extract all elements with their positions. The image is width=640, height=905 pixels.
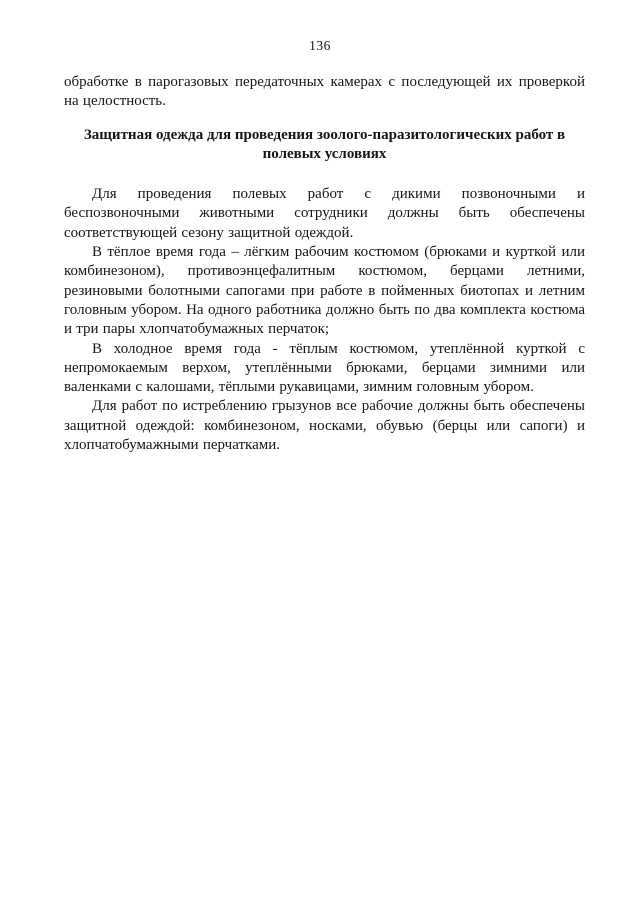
body-paragraph-2: В тёплое время года – лёгким рабочим костюмом (брюками и курткой или комбинезоном), противоэнцефалитным костюмом, берцами летними, резиновыми болотными сапогами при работе в пойменных биотопах и летним головным убором. На одного работника должно быть по два комплекта костюма и три пары хлопчатобумажных перчаток; [64,244,585,338]
page-number: 136 [309,38,331,53]
body-paragraph-3: В холодное время года - тёплым костюмом, утеплённой курткой с непромокаемым верхом, утеплёнными брюками, берцами зимними или валенками с калошами, тёплыми рукавицами, зимним головным убором. [64,340,585,396]
text-column [64,73,585,455]
section-heading: Защитная одежда для проведения зоолого-паразитологических работ в полевых условиях [83,126,566,162]
body-paragraph-4: Для работ по истреблению грызунов все рабочие должны быть обеспечены защитной одеждой: комбинезоном, носками, обувью (берцы или сапоги) и хлопчатобумажными перчатками. [64,398,585,454]
continuation-paragraph: обработке в парогазовых передаточных камерах с последующей их проверкой на целостность. [64,74,585,110]
body-paragraph-1: Для проведения полевых работ с дикими позвоночными и беспозвоночными животными сотрудники должны быть обеспечены соответствующей сезону защитной одеждой. [64,186,585,241]
